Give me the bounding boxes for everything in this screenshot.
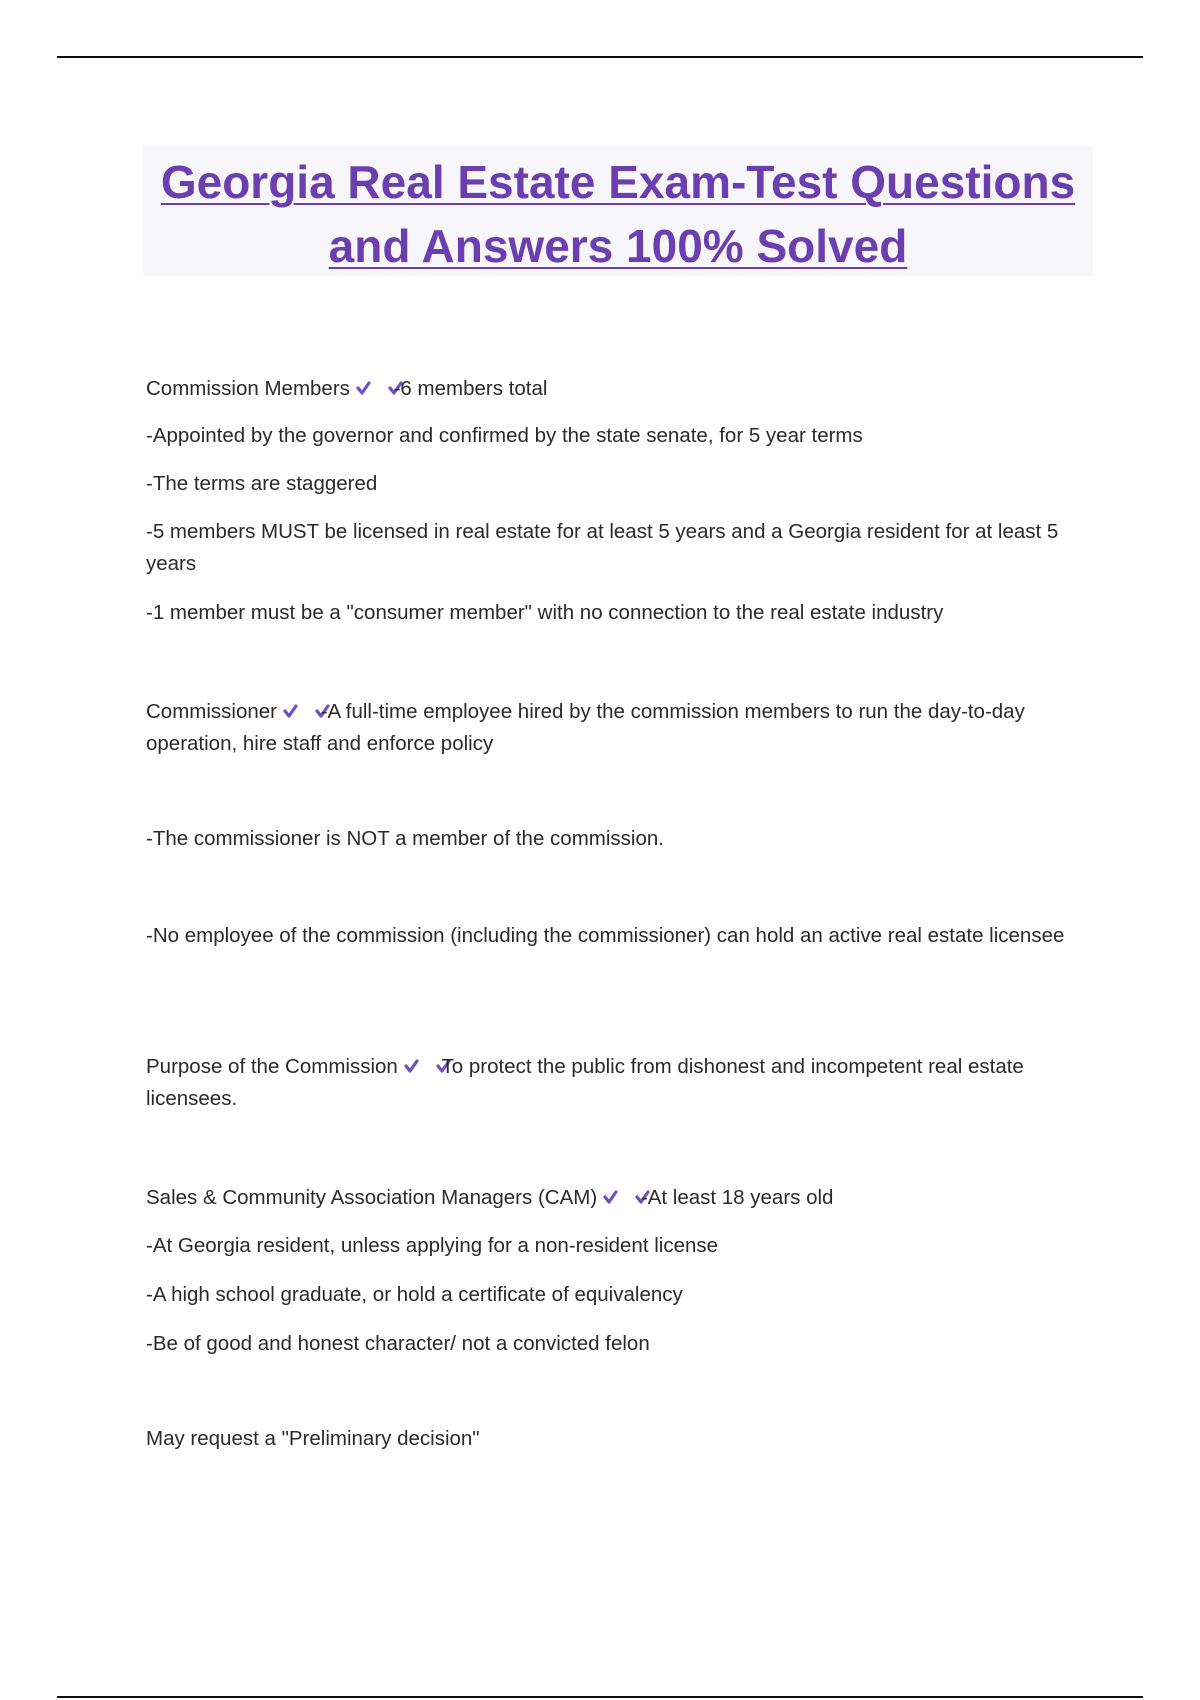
qa-entry-sales-cam [146, 1182, 1076, 1214]
answer-text: -Appointed by the governor and confirmed by the state senate, for 5 year terms [146, 424, 863, 447]
term-label: Commission Members [146, 377, 350, 400]
qa-entry-commission-members [146, 373, 1076, 405]
list-item [146, 420, 1076, 452]
answer-text: To protect the public from dishonest and incompetent real estate licensees. [146, 1055, 1024, 1110]
list-item [146, 1279, 1076, 1311]
term-label: Purpose of the Commission [146, 1055, 398, 1078]
answer-text: -The terms are staggered [146, 472, 378, 495]
term-label: Commissioner [146, 700, 277, 723]
document-title-line-2: and Answers 100% Solved [328, 220, 908, 272]
double-check-icon [356, 378, 384, 398]
answer-text: -1 member must be a "consumer member" with no connection to the real estate industry [146, 601, 944, 624]
answer-text: -At least 18 years old [640, 1186, 834, 1209]
list-item [146, 597, 1076, 629]
answer-text: -At Georgia resident, unless applying for a non-resident license [146, 1234, 719, 1257]
qa-entry-commissioner [146, 696, 1076, 760]
double-check-icon [283, 701, 311, 721]
answer-text: -5 members MUST be licensed in real estate for at least 5 years and a Georgia resident for at least 5 years [146, 520, 1059, 575]
bottom-rule [57, 1696, 1143, 1698]
list-item [146, 516, 1076, 580]
double-check-icon [603, 1187, 631, 1207]
double-check-icon [404, 1056, 432, 1076]
answer-text: -A full-time employee hired by the commission members to run the day-to-day operation, hire staff and enforce policy [146, 700, 1025, 755]
list-item [146, 1423, 1076, 1455]
title-banner [143, 146, 1093, 276]
term-label: Sales & Community Association Managers (CAM) [146, 1186, 598, 1209]
list-item [146, 1230, 1076, 1262]
answer-text: -Be of good and honest character/ not a convicted felon [146, 1332, 650, 1355]
qa-entry-purpose [146, 1051, 1076, 1115]
list-item [146, 823, 1076, 855]
answer-text: May request a "Preliminary decision" [146, 1427, 480, 1450]
answer-text: -The commissioner is NOT a member of the commission. [146, 827, 664, 850]
document-title-line-1: Georgia Real Estate Exam-Test Questions [160, 156, 1076, 208]
answer-text: -6 members total [393, 377, 548, 400]
list-item [146, 920, 1076, 952]
list-item [146, 1328, 1076, 1360]
answer-text: -A high school graduate, or hold a certificate of equivalency [146, 1283, 683, 1306]
top-rule [57, 56, 1143, 58]
list-item [146, 468, 1076, 500]
answer-text: -No employee of the commission (including the commissioner) can hold an active real estate licensee [146, 924, 1065, 947]
